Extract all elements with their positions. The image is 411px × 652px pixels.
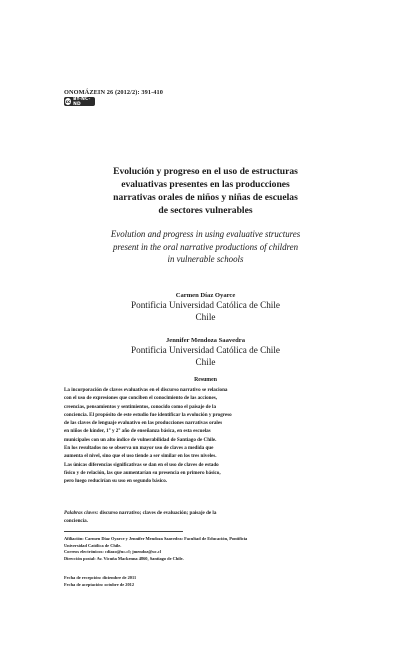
spanish-title-line: evaluativas presentes en las producciones bbox=[121, 179, 290, 190]
author-block bbox=[0, 291, 411, 323]
spanish-title-line: Evolución y progreso en el uso de estructuras bbox=[113, 166, 298, 177]
journal-reference: ONOMÁZEIN 26 (2012/2): 391-410 bbox=[64, 89, 164, 96]
creative-commons-icon: cc bbox=[65, 99, 71, 104]
keywords-label: Palabras claves: bbox=[64, 510, 99, 516]
reception-date: Fecha de recepción: diciembre de 2011 bbox=[64, 575, 137, 580]
author-country: Chile bbox=[195, 311, 216, 322]
abstract-line: Las únicas diferencias significativas se dan en el uso de claves de estado bbox=[64, 461, 219, 468]
author-block bbox=[0, 336, 411, 368]
abstract-line: La incorporación de claves evaluativas en el discurso narrativo se relaciona bbox=[64, 387, 228, 393]
license-badge[interactable] bbox=[64, 97, 95, 106]
abstract-line: pero luego reducirían su uso en segundo básico. bbox=[64, 478, 168, 485]
abstract-line: En los resultados no se observa un mayor uso de claves a medida que bbox=[64, 445, 214, 452]
footnote-line: Afiliación: Carmen Díaz Oyarce y Jennifer Mendoza Saavedra: Facultad de Educación, Pontificia bbox=[64, 536, 248, 541]
spanish-title-line: narrativas orales de niños y niñas de escuelas bbox=[113, 192, 298, 203]
abstract-body bbox=[64, 386, 348, 486]
author-country: Chile bbox=[195, 356, 216, 367]
author-institution: Pontificia Universidad Católica de Chile bbox=[130, 300, 280, 310]
footnote-line: Dirección postal: Av. Vicuña Mackenna 4860, Santiago de Chile. bbox=[64, 555, 184, 561]
author-name: Carmen Díaz Oyarce bbox=[175, 292, 236, 299]
spanish-title-line: de sectores vulnerables bbox=[158, 205, 253, 216]
license-badge-text: BY-NC-ND bbox=[73, 96, 91, 107]
abstract-line: en niños de kínder, 1° y 2° año de enseñanza básica, en esta escuelas bbox=[64, 428, 211, 435]
abstract-line: conciencia. El propósito de este estudio fue identificar la evolución y progreso bbox=[64, 411, 232, 418]
keywords-text: discurso narrativo; claves de evaluación; paisaje de la bbox=[99, 510, 217, 516]
acceptance-date: Fecha de aceptación: octubre de 2012 bbox=[64, 581, 135, 587]
spanish-title bbox=[0, 165, 411, 217]
abstract-line: de las claves de lenguaje evaluativo en las producciones narrativas orales bbox=[64, 420, 223, 427]
author-name: Jennifer Mendoza Saavedra bbox=[166, 337, 245, 344]
english-title bbox=[0, 228, 411, 266]
english-title-line: in vulnerable schools bbox=[167, 254, 244, 264]
submission-dates bbox=[64, 575, 350, 588]
footnote bbox=[64, 536, 350, 562]
keywords bbox=[64, 509, 348, 526]
author-institution: Pontificia Universidad Católica de Chile bbox=[130, 345, 280, 355]
english-title-line: Evolution and progress in using evaluative structures bbox=[110, 229, 301, 239]
footnote-line: Correos electrónicos: cdiazo@uc.cl; jmendoz@uc.cl bbox=[64, 549, 161, 554]
abstract-line: físico y de relación, las que aumentarían su presencia en primero básico, bbox=[64, 469, 221, 476]
abstract-heading: Resumen bbox=[194, 377, 217, 383]
footnote-line: Universidad Católica de Chile. bbox=[64, 542, 122, 548]
footnote-divider bbox=[64, 531, 183, 532]
keywords-line bbox=[64, 509, 348, 517]
abstract-line: municipales con un alto índice de vulnerabilidad de Santiago de Chile. bbox=[64, 436, 217, 443]
abstract-line: creencias, pensamientos y sentimientos, conocido como el paisaje de la bbox=[64, 403, 216, 410]
abstract-line: aumenta el nivel, sino que el uso tiende a ser similar en los tres niveles. bbox=[64, 453, 217, 460]
english-title-line: present in the oral narrative productions of children bbox=[112, 241, 299, 252]
keywords-line: conciencia. bbox=[64, 518, 88, 525]
abstract-line: con el uso de expresiones que conciben el conocimiento de las acciones, bbox=[64, 395, 217, 402]
